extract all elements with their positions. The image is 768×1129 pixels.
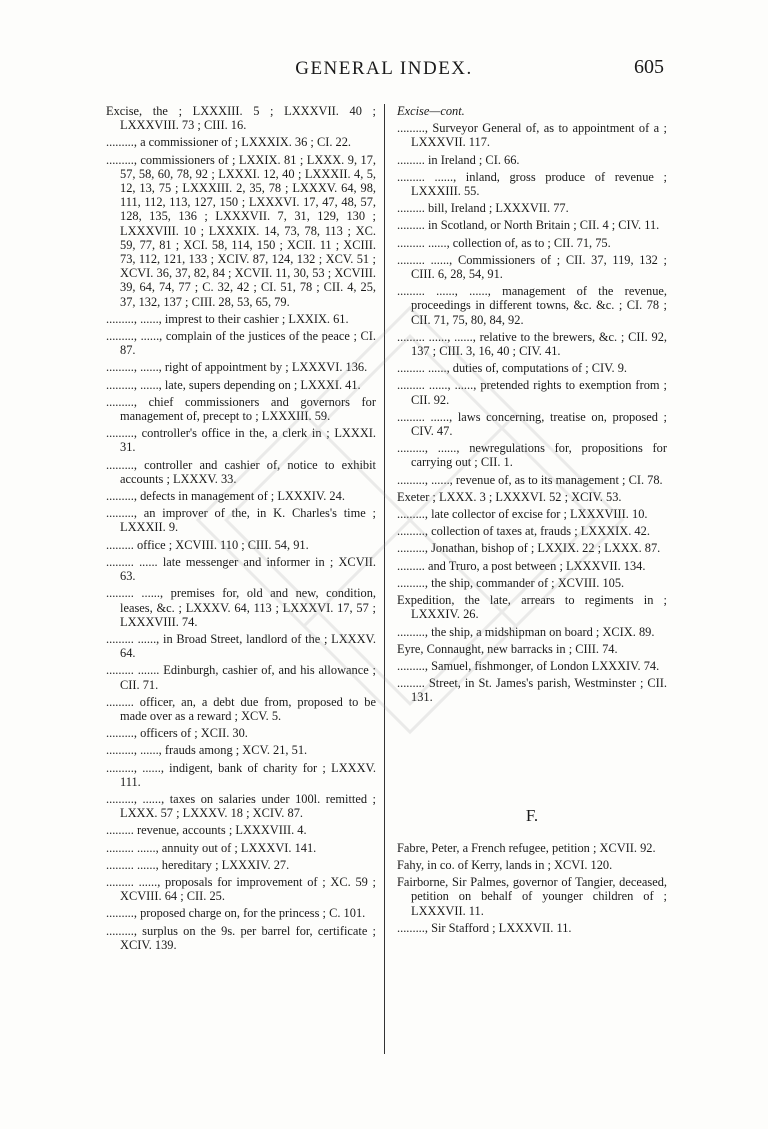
index-entry: ........., commissioners of ; LXXIX. 81 ; LXXX. 9, 17, 57, 58, 60, 78, 92 ; LXXXI. 12, 40 ; LXXXII. 4, 5, 12, 13, 75 ; LXXXIII. 2, 35, 78 ; LXXXV. 64, 98, 111, 112, 113, 127, 150 ; LXXXVI. 17, 47, 48, 57, 128, 135, 136 ; LXXXVII. 7, 31, 129, 130 ; LXXXVIII. 10 ; LXXXIX. 14, 73, 78, 113 ; XC. 59, 77, 81 ; XCI. 58, 114, 150 ; XCII. 11 ; XCIII. 73, 112, 121, 133 ; XCIV. 87, 124, 132 ; XCV. 51 ; XCVI. 36, 37, 82, 84 ; XCVII. 11, 30, 53 ; XCVIII. 39, 64, 74, 77 ; C. 32, 42 ; CI. 51, 78 ; CII. 4, 25, 37, 132, 137 ; CIII. 28, 53, 65, 79. — [106, 152, 376, 309]
section-letter: F. — [525, 805, 539, 825]
page-number: 605 — [634, 56, 664, 78]
index-entry: ........., defects in management of ; LXXXIV. 24. — [106, 489, 345, 504]
index-entry: ........., the ship, a midshipman on board ; XCIX. 89. — [397, 624, 655, 639]
index-entry: ........., an improver of the, in K. Charles's time ; LXXXII. 9. — [106, 506, 376, 535]
index-entry: ........., late collector of excise for ; LXXXVIII. 10. — [397, 507, 648, 522]
index-entry: ......... ......, annuity out of ; LXXXVI. 141. — [106, 840, 317, 855]
index-entry: ......... office ; XCVIII. 110 ; CIII. 54, 91. — [106, 537, 309, 552]
index-entry: ........., ......, frauds among ; XCV. 21, 51. — [106, 743, 308, 758]
index-entry: Fabre, Peter, a French refugee, petition ; XCVII. 92. — [397, 840, 656, 855]
index-entry: ........., surplus on the 9s. per barrel for, certificate ; XCIV. 139. — [106, 923, 376, 952]
index-entry: Excise, the ; LXXXIII. 5 ; LXXXVII. 40 ; LXXXVIII. 73 ; CIII. 16. — [106, 104, 376, 133]
index-entry: ......... ......, laws concerning, treatise on, proposed ; CIV. 47. — [397, 409, 667, 439]
index-entry: ......... and Truro, a post between ; LXXXVII. 134. — [397, 558, 646, 573]
index-entry: ......... ......, proposals for improvement of ; XC. 59 ; XCVIII. 64 ; CII. 25. — [106, 874, 376, 904]
index-entry: ........., Sir Stafford ; LXXXVII. 11. — [397, 920, 572, 935]
continued-heading: Excise—cont. — [397, 104, 465, 118]
index-entry: ......... bill, Ireland ; LXXXVII. 77. — [397, 201, 569, 216]
right-column — [397, 104, 667, 938]
index-entry: ......... ...... late messenger and informer in ; XCVII. 63. — [106, 554, 376, 584]
page-title: GENERAL INDEX. — [295, 58, 473, 79]
index-entry: ......... ......, collection of, as to ; CII. 71, 75. — [397, 235, 611, 250]
index-entry: ......... ......, in Broad Street, landlord of the ; LXXXV. 64. — [106, 631, 376, 661]
index-entry: ......... Street, in St. James's parish, Westminster ; CII. 131. — [397, 676, 667, 705]
index-entry: ......... ......, inland, gross produce of revenue ; LXXXIII. 55. — [397, 169, 667, 199]
index-entry: ......... ....... Edinburgh, cashier of, and his allowance ; CII. 71. — [106, 663, 376, 692]
index-entry: ........., officers of ; XCII. 30. — [106, 726, 248, 741]
page-header — [0, 56, 768, 86]
index-entry: Exeter ; LXXX. 3 ; LXXXVI. 52 ; XCIV. 53. — [397, 489, 622, 504]
index-entry: ........., Samuel, fishmonger, of London LXXXIV. 74. — [397, 658, 660, 673]
index-entry: ......... ......, ......, relative to the brewers, &c. ; CII. 92, 137 ; CIII. 3, 16, 40 ; CIV. 41. — [397, 329, 667, 359]
index-entry: ........., ......, taxes on salaries under 100l. remitted ; LXXX. 57 ; LXXXV. 18 ; XCIV. 87. — [106, 791, 376, 821]
index-entry: ......... ......, premises for, old and new, condition, leases, &c. ; LXXXV. 64, 113 ; LXXXVI. 17, 57 ; LXXXVIII. 74. — [106, 586, 376, 629]
index-entry: ........., proposed charge on, for the princess ; C. 101. — [106, 906, 366, 921]
index-entry: ........., ......, newregulations for, propositions for carrying out ; CII. 1. — [397, 441, 667, 470]
index-entry: ........., ......, revenue of, as to its management ; CI. 78. — [397, 472, 663, 487]
index-entry: ......... officer, an, a debt due from, proposed to be made over as a reward ; XCV. 5. — [106, 694, 376, 723]
index-entry: ........., a commissioner of ; LXXXIX. 36 ; CI. 22. — [106, 135, 352, 150]
index-entry: ........., ......, imprest to their cashier ; LXXIX. 61. — [106, 311, 349, 326]
index-entry: ......... revenue, accounts ; LXXXVIII. 4. — [106, 823, 307, 838]
index-entry: ........., ......, late, supers depending on ; LXXXI. 41. — [106, 377, 361, 392]
index-entry: Eyre, Connaught, new barracks in ; CIII. 74. — [397, 641, 618, 656]
left-column — [106, 104, 376, 955]
index-entry: ........., controller and cashier of, notice to exhibit accounts ; LXXXV. 33. — [106, 457, 376, 486]
index-entry: Fahy, in co. of Kerry, lands in ; XCVI. 120. — [397, 857, 613, 872]
index-entry: ........., collection of taxes at, frauds ; LXXXIX. 42. — [397, 524, 650, 539]
index-entry: ........., ......, complain of the justices of the peace ; CI. 87. — [106, 329, 376, 358]
index-entry: ......... in Ireland ; CI. 66. — [397, 152, 520, 167]
index-entry: ........., the ship, commander of ; XCVIII. 105. — [397, 575, 625, 590]
index-entry: ......... ......, ......, management of the revenue, proceedings in different towns, &c. &c. ; CI. 78 ; CII. 71, 75, 80, 84, 92. — [397, 284, 667, 327]
index-entry: ......... in Scotland, or North Britain ; CII. 4 ; CIV. 11. — [397, 218, 660, 233]
index-entry: ......... ......, Commissioners of ; CII. 37, 119, 132 ; CIII. 6, 28, 54, 91. — [397, 252, 667, 282]
index-entry: Expedition, the late, arrears to regiments in ; LXXXIV. 26. — [397, 593, 667, 622]
index-entry: ......... ......, duties of, computations of ; CIV. 9. — [397, 361, 628, 376]
index-entry: ........., ......, indigent, bank of charity for ; LXXXV. 111. — [106, 760, 376, 789]
index-entry: ........., Jonathan, bishop of ; LXXIX. 22 ; LXXX. 87. — [397, 541, 661, 556]
index-entry: ......... ......, ......, pretended rights to exemption from ; CII. 92. — [397, 378, 667, 407]
index-entry: ........., ......, right of appointment by ; LXXXVI. 136. — [106, 360, 368, 375]
index-entry: ........., Surveyor General of, as to appointment of a ; LXXXVII. 117. — [397, 121, 667, 150]
index-entry: Fairborne, Sir Palmes, governor of Tangier, deceased, petition on behalf of younger children of ; LXXXVII. 11. — [397, 875, 667, 918]
column-divider — [384, 104, 385, 1054]
index-entry: ......... ......, hereditary ; LXXXIV. 27. — [106, 857, 290, 872]
index-entry: ........., controller's office in the, a clerk in ; LXXXI. 31. — [106, 426, 376, 455]
index-entry: ........., chief commissioners and governors for management of, precept to ; LXXXIII. 59. — [106, 394, 376, 424]
